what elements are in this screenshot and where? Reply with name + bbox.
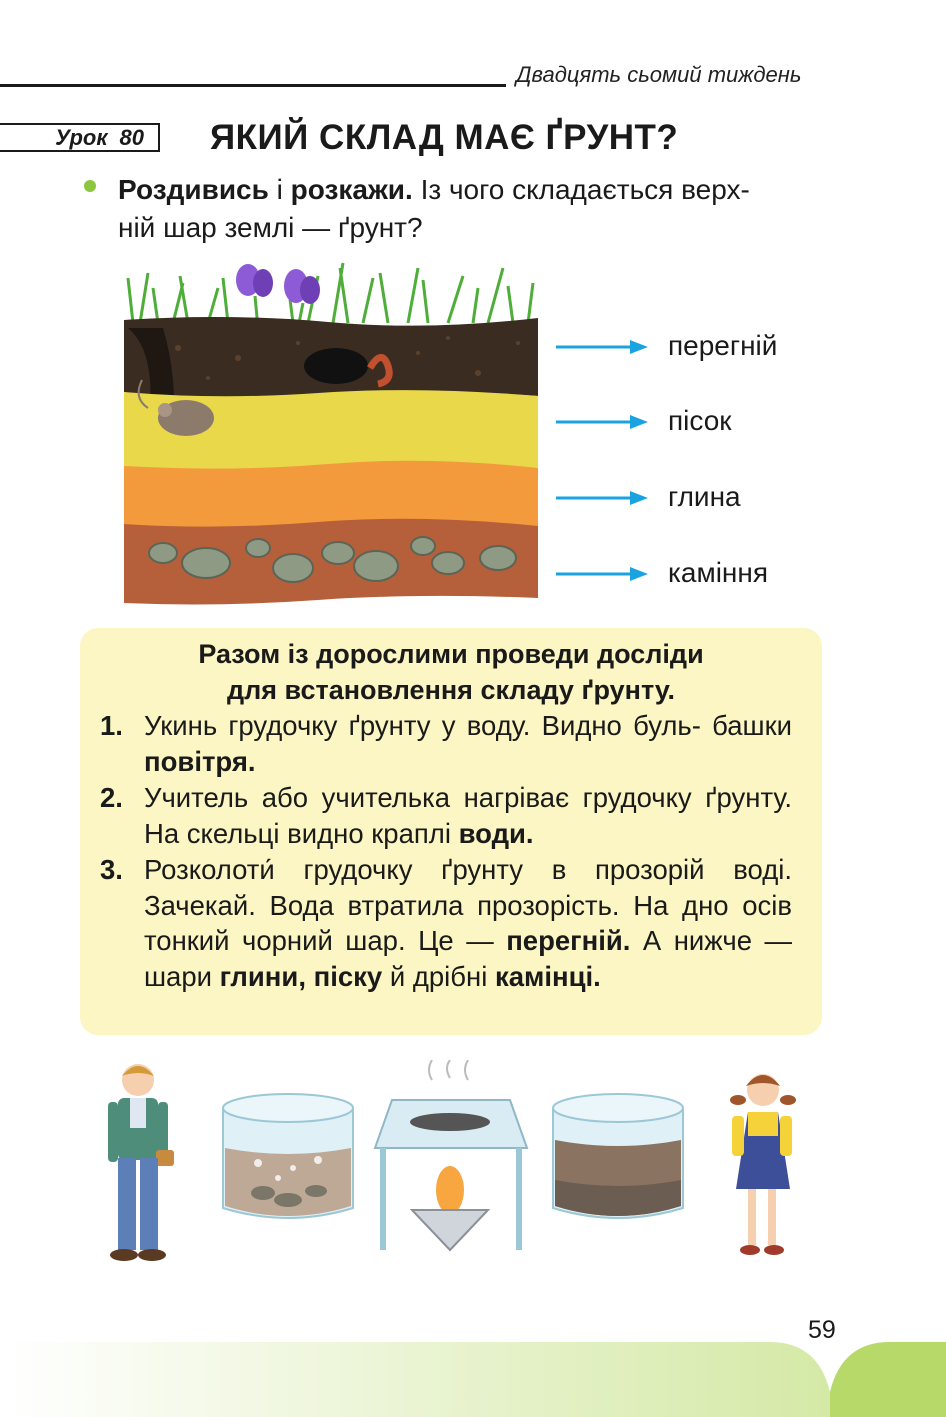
page-title: ЯКИЙ СКЛАД МАЄ ҐРУНТ? [210, 118, 679, 157]
step-bold: перегній. [506, 925, 631, 956]
step-1 [100, 708, 792, 779]
lesson-badge [0, 123, 160, 152]
legend-sand [556, 402, 816, 442]
grass-icon [128, 263, 533, 323]
arrow-icon [556, 564, 650, 584]
girl-figure [718, 1064, 804, 1259]
heating-glass-icon [372, 1060, 530, 1255]
week-title: Двадцять сьомий тиждень [516, 62, 802, 87]
legend-label-humus: перегній [668, 330, 778, 361]
intro-text [118, 171, 828, 247]
intro-and: і [268, 174, 291, 205]
header-rule [0, 84, 506, 87]
step-bold: повітря. [144, 745, 256, 777]
step-bold: камінці. [494, 960, 601, 992]
beaker-bubbles-icon [218, 1088, 358, 1228]
intro-bold-tell: розкажи. [290, 174, 413, 205]
step-number: 3. [100, 854, 123, 885]
arrow-icon [556, 488, 650, 508]
step-number: 1. [100, 710, 123, 741]
step-bold: води. [458, 817, 534, 849]
step-bold: глини, піску [219, 960, 383, 992]
legend-stones [556, 554, 816, 594]
step-2 [100, 780, 792, 851]
intro-line2: ній шар землі — ґрунт? [118, 212, 423, 243]
legend-label-stones: каміння [668, 557, 768, 588]
experiments-title [80, 636, 822, 708]
legend-clay [556, 478, 816, 518]
intro-rest: Із чого складається верх- [412, 174, 750, 205]
beaker-layers-icon [548, 1088, 688, 1228]
step-3 [100, 852, 792, 994]
page-number: 59 [808, 1316, 836, 1344]
step-text: А нижче — шари [144, 925, 792, 992]
legend-label-sand: пісок [668, 405, 732, 436]
bullet-icon [84, 180, 96, 192]
soil-layers-illustration [118, 258, 542, 608]
step-text: Розколоти́ грудочку ґрунту в прозорій воді. Зачекай. Вода втратила прозорість. На дно осів тонкий чорний шар. Це — [144, 854, 792, 956]
step-text: й дрібні [382, 960, 495, 992]
step-text: Укинь грудочку ґрунту у воду. Видно буль- башки [144, 710, 792, 741]
legend-humus [556, 327, 816, 367]
step-text: Учитель або учителька нагріває грудочку ґрунту. На скельці видно краплі [144, 782, 792, 849]
legend-label-clay: глина [668, 481, 741, 512]
footer-decoration [0, 1342, 946, 1417]
experiments-title-line1: Разом із дорослими проведи досліди [198, 639, 704, 669]
boy-figure [100, 1058, 180, 1263]
lesson-number: 80 [119, 124, 144, 150]
arrow-icon [556, 412, 650, 432]
intro-bold-look: Роздивись [118, 174, 269, 205]
experiments-title-line2: для встановлення складу ґрунту. [226, 675, 676, 705]
lesson-label: Урок [55, 124, 108, 150]
arrow-icon [556, 337, 650, 357]
step-number: 2. [100, 782, 123, 813]
